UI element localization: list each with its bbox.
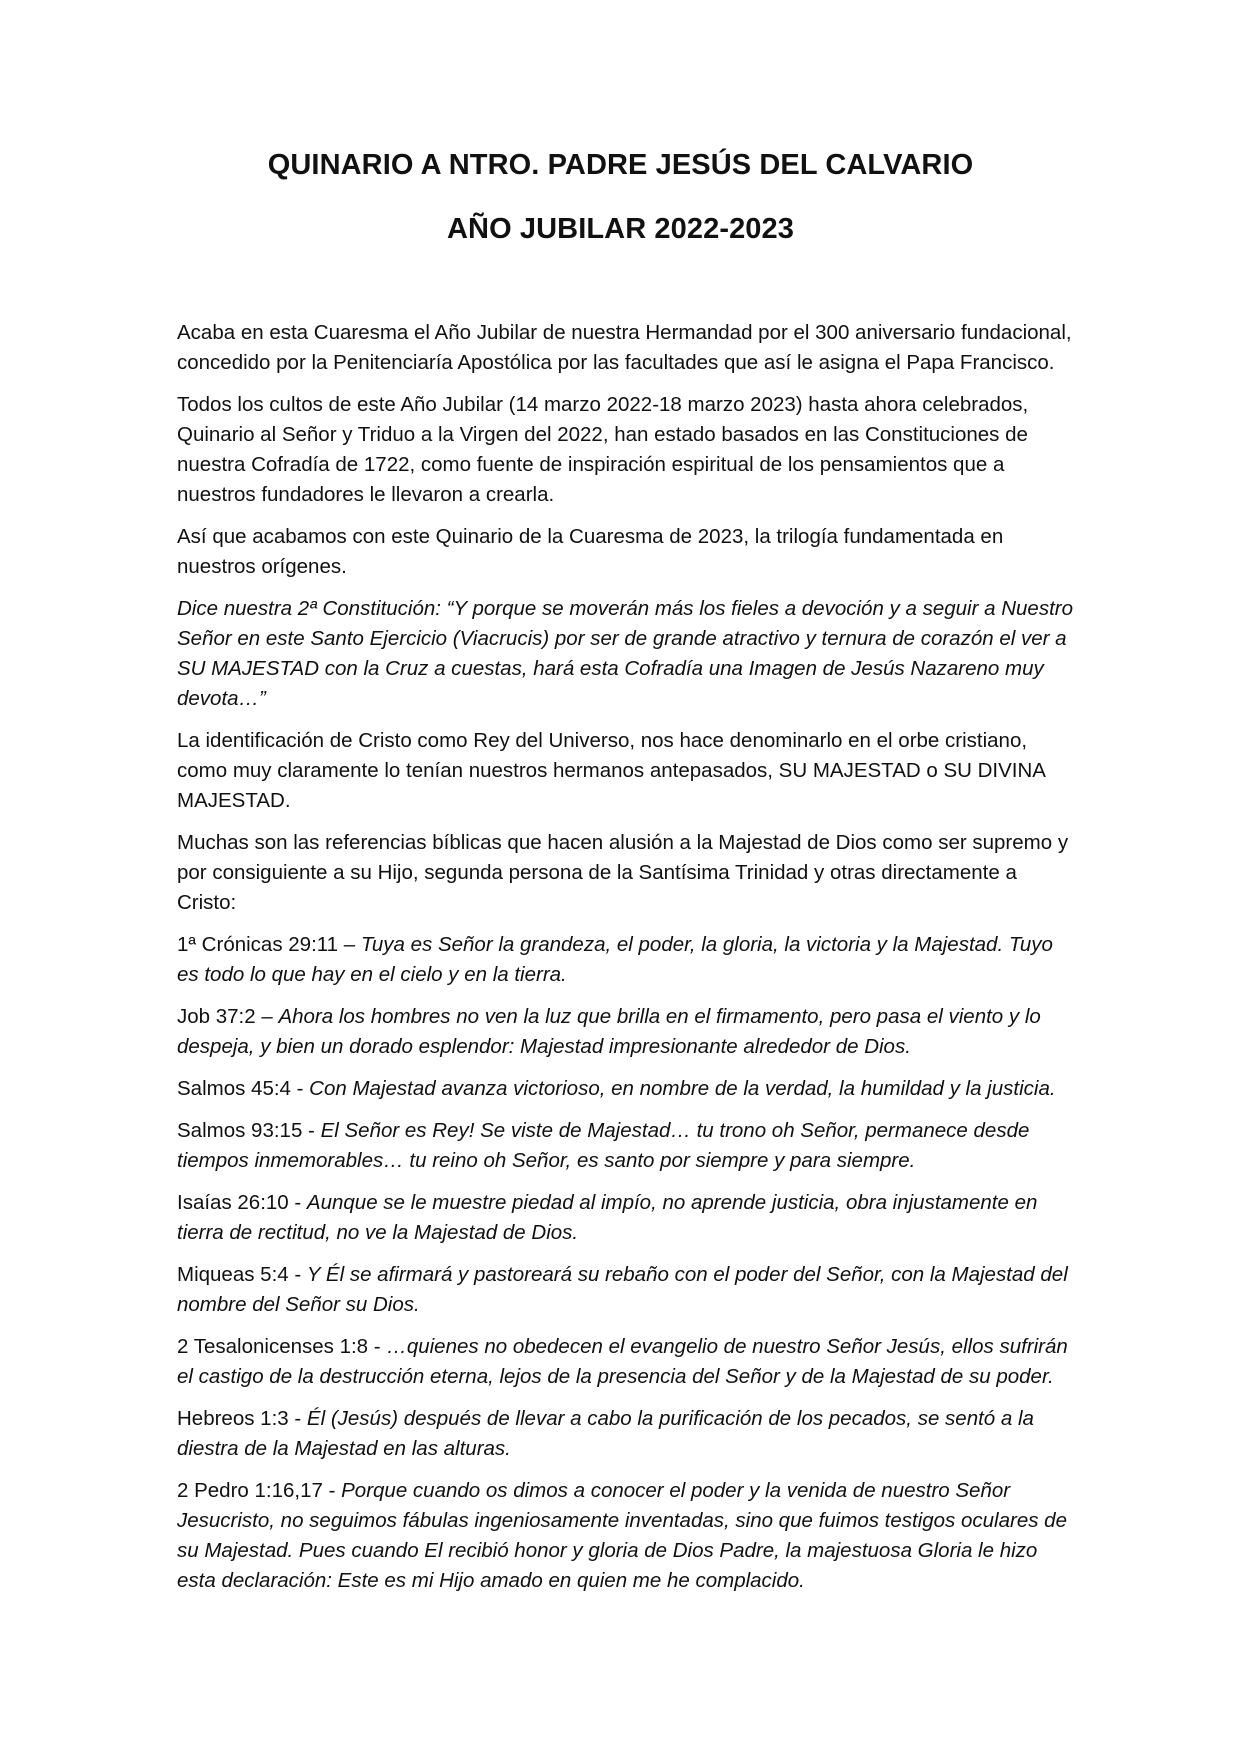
- citation-separator: –: [255, 1005, 279, 1028]
- citation: [177, 1260, 1075, 1320]
- title-block: [0, 148, 1241, 246]
- paragraph: Acaba en esta Cuaresma el Año Jubilar de nuestra Hermandad por el 300 aniversario fundacional, concedido por la Penitenciaría Apostólica por las facultades que así le asigna el Papa Francisco.: [177, 321, 1072, 374]
- constitution-quote: Dice nuestra 2ª Constitución: “Y porque se moverán más los fieles a devoción y a seguir a Nuestro Señor en este Santo Ejercicio (Viacrucis) por ser de grande atractivo y ternura de corazón el ver a SU MAJESTAD con la Cruz a cuestas, hará esta Cofradía una Imagen de Jesús Nazareno muy devota…”: [177, 597, 1073, 710]
- paragraph: La identificación de Cristo como Rey del Universo, nos hace denominarlo en el orbe cristiano, como muy claramente lo tenían nuestros hermanos antepasados, SU MAJESTAD o SU DIVINA MAJESTAD.: [177, 729, 1045, 812]
- citation: [177, 1188, 1075, 1248]
- citation: [177, 1116, 1075, 1176]
- citation: [177, 1074, 1075, 1104]
- citation-reference: Salmos 93:15: [177, 1119, 303, 1142]
- document-title: QUINARIO A NTRO. PADRE JESÚS DEL CALVARIO: [267, 149, 974, 181]
- citation: [177, 930, 1075, 990]
- paragraph: Así que acabamos con este Quinario de la Cuaresma de 2023, la trilogía fundamentada en nuestros orígenes.: [177, 525, 1004, 578]
- citation-text: …quienes no obedecen el evangelio de nuestro Señor Jesús, ellos sufrirán el castigo de la destrucción eterna, lejos de la presencia del Señor y de la Majestad de su poder.: [177, 1335, 1068, 1388]
- citation-reference: Hebreos 1:3: [177, 1407, 289, 1430]
- citation-text: Con Majestad avanza victorioso, en nombre de la verdad, la humildad y la justicia.: [309, 1077, 1056, 1100]
- citation: [177, 1002, 1075, 1062]
- document-subtitle: AÑO JUBILAR 2022-2023: [446, 213, 794, 245]
- citation-text: El Señor es Rey! Se viste de Majestad… tu trono oh Señor, permanece desde tiempos inmemorables… tu reino oh Señor, es santo por siempre y para siempre.: [177, 1119, 1030, 1172]
- citation: [177, 1332, 1075, 1392]
- citation-separator: -: [368, 1335, 387, 1358]
- citation-separator: -: [288, 1263, 307, 1286]
- citation-reference: 2 Tesalonicenses 1:8: [177, 1335, 369, 1358]
- paragraph: Muchas son las referencias bíblicas que hacen alusión a la Majestad de Dios como ser supremo y por consiguiente a su Hijo, segunda persona de la Santísima Trinidad y otras directamente a Cristo:: [177, 831, 1069, 914]
- citation: [177, 1404, 1075, 1464]
- citation-reference: 2 Pedro 1:16,17: [177, 1479, 323, 1502]
- citation-text: Tuya es Señor la grandeza, el poder, la gloria, la victoria y la Majestad. Tuyo es todo lo que hay en el cielo y en la tierra.: [177, 933, 1053, 986]
- citation: [177, 1476, 1075, 1596]
- paragraph: Todos los cultos de este Año Jubilar (14 marzo 2022-18 marzo 2023) hasta ahora celebrados, Quinario al Señor y Triduo a la Virgen del 2022, han estado basados en las Constituciones de nuestra Cofradía de 1722, como fuente de inspiración espiritual de los pensamientos que a nuestros fundadores le llevaron a crearla.: [177, 393, 1029, 506]
- citation-text: Él (Jesús) después de llevar a cabo la purificación de los pecados, se sentó a la diestra de la Majestad en las alturas.: [177, 1407, 1034, 1460]
- citation-separator: -: [290, 1077, 310, 1100]
- citation-reference: 1ª Crónicas 29:11: [177, 933, 339, 956]
- citation-text: Y Él se afirmará y pastoreará su rebaño con el poder del Señor, con la Majestad del nombre del Señor su Dios.: [177, 1263, 1068, 1316]
- citation-text: Aunque se le muestre piedad al impío, no aprende justicia, obra injustamente en tierra de rectitud, no ve la Majestad de Dios.: [177, 1191, 1038, 1244]
- citation-reference: Isaías 26:10: [177, 1191, 289, 1214]
- citation-reference: Salmos 45:4: [177, 1077, 291, 1100]
- citation-separator: -: [302, 1119, 321, 1142]
- citation-separator: -: [322, 1479, 342, 1502]
- citation-reference: Miqueas 5:4: [177, 1263, 289, 1286]
- document-body: [177, 318, 1075, 1608]
- citation-separator: -: [288, 1407, 307, 1430]
- citation-separator: –: [338, 933, 361, 956]
- citation-separator: -: [288, 1191, 307, 1214]
- citation-reference: Job 37:2: [177, 1005, 256, 1028]
- citation-text: Ahora los hombres no ven la luz que brilla en el firmamento, pero pasa el viento y lo despeja, y bien un dorado esplendor: Majestad impresionante alrededor de Dios.: [177, 1005, 1041, 1058]
- citation-text: Porque cuando os dimos a conocer el poder y la venida de nuestro Señor Jesucristo, no seguimos fábulas ingeniosamente inventadas, sino que fuimos testigos oculares de su Majestad. Pues cuando El recibió honor y gloria de Dios Padre, la majestuosa Gloria le hizo esta declaración: Este es mi Hijo amado en quien me he complacido.: [177, 1479, 1067, 1592]
